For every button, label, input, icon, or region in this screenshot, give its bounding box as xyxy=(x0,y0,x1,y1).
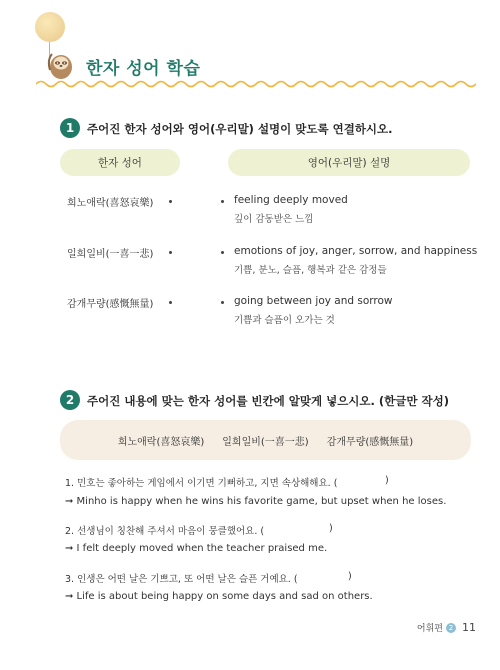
match-dot-right-3[interactable] xyxy=(221,301,224,304)
section-number-1: 1 xyxy=(60,118,80,138)
question-1-text: 1. 민호는 좋아하는 게임에서 이기면 기뻐하고, 지면 속상해해요. ( xyxy=(65,478,338,489)
match-dot-left-2[interactable] xyxy=(169,251,172,254)
match-dot-right-1[interactable] xyxy=(221,200,224,203)
term-3: 감개무량(感慨無量) xyxy=(67,299,154,310)
match-dot-left-1[interactable] xyxy=(169,200,172,203)
choice-1: 희노애락(喜怒哀樂) xyxy=(117,436,205,448)
term-1: 희노애락(喜怒哀樂) xyxy=(67,198,154,209)
question-3-text: 3. 인생은 어떤 날은 기쁘고, 또 어떤 날은 슬픈 거예요. ( xyxy=(65,574,298,585)
description-ko-3: 기쁨과 슬픔이 오가는 것 xyxy=(234,315,335,326)
footer-label: 어휘편 xyxy=(416,624,443,634)
description-ko-1: 깊이 감동받은 느낌 xyxy=(234,214,314,225)
page-footer xyxy=(417,621,476,634)
balloon-icon xyxy=(35,12,65,42)
answer-blank-1[interactable] xyxy=(318,470,382,488)
answer-blank-2[interactable] xyxy=(258,518,326,536)
term-2: 일희일비(一喜一悲) xyxy=(67,249,154,260)
answer-blank-3[interactable] xyxy=(280,566,346,584)
column-header-terms: 한자 성어 xyxy=(60,149,180,176)
section-number-2: 2 xyxy=(60,390,80,410)
footer-badge: 2 xyxy=(446,623,456,633)
choice-box xyxy=(60,420,471,460)
question-3-close: ) xyxy=(348,571,352,582)
choice-3: 감개무량(感慨無量) xyxy=(326,436,414,448)
page-title: 한자 성어 학습 xyxy=(86,59,201,79)
section-1-instruction: 주어진 한자 성어와 영어(우리말) 설명이 맞도록 연결하시오. xyxy=(87,122,393,136)
choice-2: 일희일비(一喜一悲) xyxy=(222,436,309,448)
question-2-close: ) xyxy=(329,523,333,534)
question-1-translation: ➞ Minho is happy when he wins his favorite game, but upset when he loses. xyxy=(65,496,447,507)
page-number: 11 xyxy=(462,621,476,634)
description-ko-2: 기쁨, 분노, 슬픔, 행복과 같은 감정들 xyxy=(234,265,387,276)
match-dot-left-3[interactable] xyxy=(169,301,172,304)
sloth-icon xyxy=(44,48,78,82)
question-2-text: 2. 선생님이 칭찬해 주셔서 마음이 뭉클했어요. ( xyxy=(65,526,265,537)
question-3-translation: ➞ Life is about being happy on some days and sad on others. xyxy=(65,591,373,602)
description-en-2: emotions of joy, anger, sorrow, and happiness xyxy=(234,245,478,257)
question-1-close: ) xyxy=(385,475,389,486)
question-2-translation: ➞ I felt deeply moved when the teacher praised me. xyxy=(65,543,328,554)
wave-divider xyxy=(36,78,476,90)
description-en-1: feeling deeply moved xyxy=(234,194,348,206)
description-en-3: going between joy and sorrow xyxy=(234,295,393,307)
section-2-instruction: 주어진 내용에 맞는 한자 성어를 빈칸에 알맞게 넣으시오. (한글만 작성) xyxy=(87,394,449,408)
column-header-descriptions: 영어(우리말) 설명 xyxy=(228,149,470,176)
match-dot-right-2[interactable] xyxy=(221,251,224,254)
